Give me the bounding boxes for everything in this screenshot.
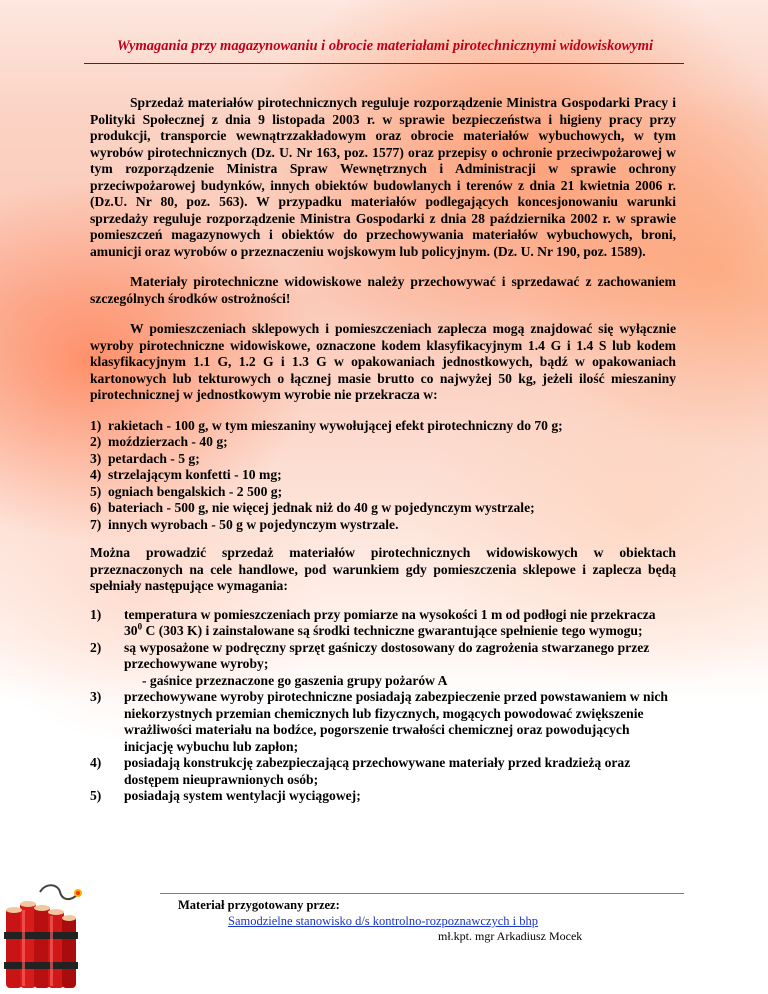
list-item: 3) petardach - 5 g; xyxy=(90,450,200,466)
list-item: 1) rakietach - 100 g, w tym mieszaniny wywołującej efekt pirotechniczny do 70 g; xyxy=(90,417,563,433)
list-item: 5) ogniach bengalskich - 2 500 g; xyxy=(90,483,283,499)
footer-author: mł.kpt. mgr Arkadiusz Mocek xyxy=(438,929,583,943)
sub-item: - gaśnice przeznaczone go gaszenia grupy pożarów A xyxy=(142,672,448,688)
list-item: 1) temperatura w pomieszczeniach przy pomiarze na wysokości 1 m od podłogi nie przekracza $30^0$ C (303 K) i zainstalowane są środki techniczne gwarantujące spełnienie tego wymogu; xyxy=(90,606,656,638)
footer-department-link[interactable]: Samodzielne stanowisko d/s kontrolno-rozpoznawczych i bhp xyxy=(228,914,538,928)
list-item: 7) innych wyrobach - 50 g w pojedynczym wystrzale. xyxy=(90,516,399,532)
list-item: 2) moździerzach - 40 g; xyxy=(90,434,228,449)
list-item: 4) strzelającym konfetti - 10 mg; xyxy=(90,467,282,482)
list-item: 3) przechowywane wyroby pirotechniczne posiadają zabezpieczenie przed powstawaniem w nich niekorzystnych przemian chemicznych lub fizycznych, mogących powodować zwiększenie wrażliwości materiału na bodźce, pogorszenie trwałości chemicznej oraz powodujących inicjację wybuchu lub zapłon; xyxy=(90,689,668,754)
limits-list xyxy=(90,418,676,534)
dynamite-icon xyxy=(0,880,84,994)
degree-superscript: 0 xyxy=(137,621,143,632)
footer-divider xyxy=(160,893,684,894)
list-item: 6) bateriach - 500 g, nie więcej jednak niż do 40 g w pojedynczym wystrzale; xyxy=(90,500,535,515)
paragraph-regulations: Sprzedaż materiałów pirotechnicznych reguluje rozporządzenie Ministra Gospodarki Pracy i Polityki Społecznej z dnia 9 listopada 2003 r. w sprawie bezpieczeństwa i higieny pracy przy produkcji, transporcie wewnątrzzakładowym oraz obrocie materiałów wybuchowych, w tym wyrobów pirotechnicznych (Dz. U. Nr 163, poz. 1577) oraz przepisy o ochronie przeciwpożarowej w tym rozporządzenie Ministra Spraw Wewnętrznych i Administracji w sprawie ochrony przeciwpożarowej budynków, innych obiektów budowlanych i terenów z dnia 21 kwietnia 2006 r. (Dz.U. Nr 80, poz. 563). W przypadku materiałów podlegających koncesjonowaniu warunki sprzedaży reguluje rozporządzenie Ministra Gospodarki z dnia 28 października 2002 r. w sprawie pomieszczeń magazynowych i obiektów do przechowywania materiałów wybuchowych, broni, amunicji oraz wyrobów o przeznaczeniu wojskowym lub policyjnym. (Dz. U. Nr 190, poz. 1589). xyxy=(90,95,676,259)
list-item: 4) posiadają konstrukcję zabezpieczającą przechowywane materiały przed kradzieżą oraz dostępem nieuprawnionych osób; xyxy=(90,755,631,787)
page-header-title: Wymagania przy magazynowaniu i obrocie materiałami pirotechnicznymi widowiskowymi xyxy=(116,38,654,54)
paragraph-sales-conditions: Można prowadzić sprzedaż materiałów pirotechnicznych widowiskowych w obiektach przeznaczonych na cele handlowe, pod warunkiem gdy pomieszczenia sklepowe i zaplecza będą spełniały następujące wymagania: xyxy=(90,545,676,593)
footer-label: Materiał przygotowany przez: xyxy=(178,898,340,912)
requirements-list xyxy=(90,607,676,805)
paragraph-caution: Materiały pirotechniczne widowiskowe należy przechowywać i sprzedawać z zachowaniem szczególnych środków ostrożności! xyxy=(90,274,676,306)
paragraph-shop-rooms: W pomieszczeniach sklepowych i pomieszczeniach zaplecza mogą znajdować się wyłącznie wyroby pirotechniczne widowiskowe, oznaczone kodem klasyfikacyjnym 1.4 G i 1.4 S lub kodem klasyfikacyjnym 1.1 G, 1.2 G i 1.3 G w opakowaniach jednostkowych, bądź w opakowaniach kartonowych lub tekturowych o łącznej masie brutto co najwyżej 50 kg, jeżeli ilość mieszaniny pirotechnicznej w jednostkowym wyrobie nie przekracza w: xyxy=(90,321,676,402)
list-item: 2) są wyposażone w podręczny sprzęt gaśniczy dostosowany do zagrożenia stwarzanego przez przechowywane wyroby; - gaśnice przeznaczone go gaszenia grupy pożarów A xyxy=(90,640,676,690)
header-divider xyxy=(84,63,684,64)
list-item: 5) posiadają system wentylacji wyciągowej; xyxy=(90,788,361,803)
document-body xyxy=(90,95,676,805)
